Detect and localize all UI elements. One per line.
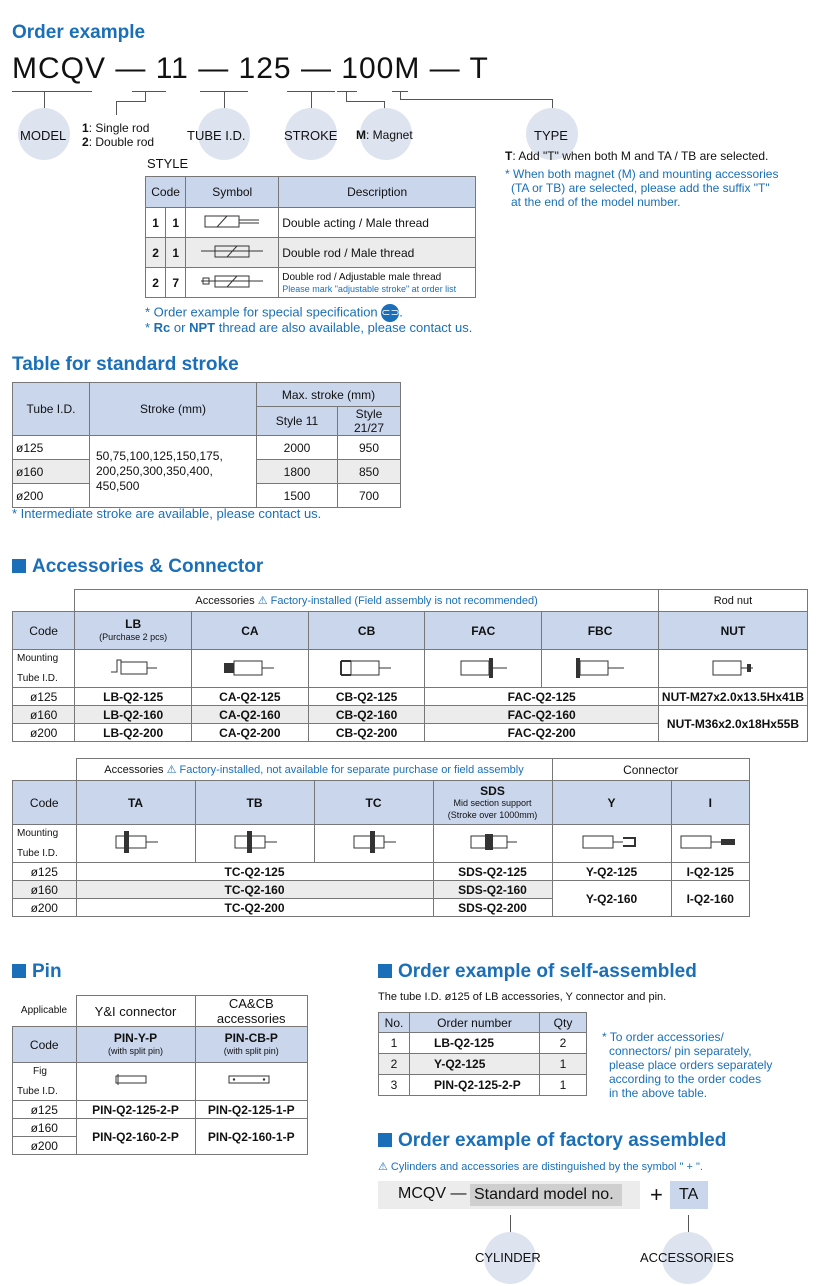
self-assembled-title: Order example of self-assembled (378, 961, 697, 983)
tb-mount-icon (195, 825, 314, 863)
code-dash: — (429, 52, 461, 85)
style-options: 1: Single rod 2: Double rod (82, 121, 155, 149)
sds-mount-icon (433, 825, 552, 863)
table-row: ø200 LB-Q2-200 CA-Q2-200 CB-Q2-200 FAC-Q2-200 (13, 724, 808, 742)
table-row: ø160 PIN-Q2-160-2-P PIN-Q2-160-1-P (13, 1119, 308, 1137)
fbc-mount-icon (542, 650, 659, 688)
code-dash: — (300, 52, 332, 85)
table-row: ø125 TC-Q2-125 SDS-Q2-125 Y-Q2-125 I-Q2-125 (13, 863, 750, 881)
code-dash: — (198, 52, 230, 85)
table-row: 1 1 Double acting / Male thread (146, 208, 476, 238)
table-row: 2 1 Double rod / Male thread (146, 238, 476, 268)
symbol-single-rod-icon (186, 208, 279, 238)
cb-mount-icon (308, 650, 425, 688)
accessories-title: Accessories & Connector (12, 556, 263, 578)
style-header-code: Code (146, 177, 186, 208)
symbol-adjustable-rod-icon (186, 268, 279, 298)
table-row: ø125 PIN-Q2-125-2-P PIN-Q2-125-1-P (13, 1101, 308, 1119)
type-note-2: * When both magnet (M) and mounting accessories (TA or TB) are selected, please add the suffix "T" at the end of the model number. (505, 167, 779, 209)
ta-label: TA (679, 1186, 699, 1203)
code-type: T (469, 52, 489, 85)
factory-model: MCQV — (398, 1185, 467, 1202)
table-row: ø125 50,75,100,125,150,175, 200,250,300,350,400, 450,500 2000 950 (13, 436, 401, 460)
stroke-table-title: Table for standard stroke (12, 354, 239, 375)
note-thread: * Rc or NPT thread are also available, please contact us. (145, 320, 473, 335)
model-code (12, 52, 489, 86)
code-stroke: 100M (341, 52, 421, 85)
section-square-icon (378, 1133, 392, 1147)
ca-mount-icon (192, 650, 309, 688)
type-note: T: Add "T" when both M and TA / TB are selected. (505, 149, 769, 163)
style-header-symbol: Symbol (186, 177, 279, 208)
pin-title: Pin (12, 961, 62, 983)
y-connector-icon (552, 825, 671, 863)
symbol-double-rod-icon (186, 238, 279, 268)
fac-mount-icon (425, 650, 542, 688)
self-assembled-desc: The tube I.D. ø125 of LB accessories, Y connector and pin. (378, 991, 667, 1003)
tc-mount-icon (314, 825, 433, 863)
section-square-icon (12, 559, 26, 573)
plus-symbol: + (650, 1182, 663, 1207)
lb-mount-icon (75, 650, 192, 688)
table-row: 1 LB-Q2-125 2 (379, 1033, 587, 1054)
stroke-table: Tube I.D. Stroke (mm) Max. stroke (mm) Style 11 Style 21/27 ø125 50,75,100,125,150,175, 200,250,300,350,400, 450,500 2000 950 ø160 1800 850 ø200 1500 700 (12, 382, 401, 508)
code-style: 11 (155, 52, 189, 85)
pin-y-icon (76, 1063, 195, 1101)
section-square-icon (378, 964, 392, 978)
pin-table: Applicable Y&I connector CA&CB accessories Code PIN-Y-P (with split pin) PIN-CB-P (with split pin) Fig Tube I.D. ø125 PIN-Q2-125-2-P PIN-Q2-125-1-P ø160 PIN-Q2-160-2-P PIN-Q2-160-1-P ø200 (12, 995, 308, 1155)
stroke-label: STROKE (284, 128, 338, 143)
table-row: ø160 LB-Q2-160 CA-Q2-160 CB-Q2-160 FAC-Q2-160 NUT-M36x2.0x18Hx55B (13, 706, 808, 724)
model-label: MODEL (20, 128, 67, 143)
table-row: ø200 (13, 1137, 308, 1155)
factory-assembled-note: ⚠ Cylinders and accessories are distinguished by the symbol " + ". (378, 1161, 703, 1173)
order-example-title: Order example (12, 22, 146, 43)
nut-mount-icon (658, 650, 807, 688)
accessories-table-2: Accessories ⚠ Factory-installed, not available for separate purchase or field assembly Connector Code TA TB TC SDS Mid section support (Stroke over 1000mm) Y I Mounting Tube I.D. ø125 TC-Q2-125 SDS-Q2-125 Y-Q2-125 I-Q2-125 ø160 TC-Q2-160 SDS-Q2-160 Y-Q2-160 I-Q2-160 ø200 TC-Q2-200 SDS-Q2-200 (12, 758, 750, 917)
code-model: MCQV (12, 52, 106, 85)
table-row: ø200 TC-Q2-200 SDS-Q2-200 (13, 899, 750, 917)
table-row: ø125 LB-Q2-125 CA-Q2-125 CB-Q2-125 FAC-Q2-125 NUT-M27x2.0x13.5Hx41B (13, 688, 808, 706)
table-row: 3 PIN-Q2-125-2-P 1 (379, 1075, 587, 1096)
accessories-label: ACCESSORIES (640, 1250, 734, 1265)
code-tube: 125 (238, 52, 292, 85)
stroke-note: * Intermediate stroke are available, please contact us. (12, 506, 322, 521)
type-label: TYPE (534, 128, 568, 143)
standard-model-label: Standard model no. (474, 1186, 614, 1203)
table-row: ø200 1500 700 (13, 484, 401, 508)
accessories-table-1: Accessories ⚠ Factory-installed (Field assembly is not recommended) Rod nut Code LB (Purchase 2 pcs) CA CB FAC FBC NUT Mounting Tube I.D. ø125 LB-Q2-125 CA-Q2-125 CB-Q2-125 FAC-Q2-125 NUT-M27x2.0x13.5Hx41B ø160 LB-Q2-160 CA-Q2-160 CB-Q2-160 FAC-Q2-160 NUT-M36x2.0x18Hx55B ø200 LB-Q2-200 CA-Q2-200 CB-Q2-200 FAC-Q2-200 (12, 589, 808, 742)
tube-label: TUBE I.D. (187, 128, 246, 143)
style-table (145, 176, 476, 298)
cylinder-label: CYLINDER (475, 1250, 541, 1265)
self-assembled-table: No. Order number Qty 1 LB-Q2-125 2 2 Y-Q2-125 1 3 PIN-Q2-125-2-P 1 (378, 1012, 587, 1096)
link-icon: ⊂⊃ (381, 304, 399, 322)
self-assembled-note: * To order accessories/ connectors/ pin separately, please place orders separately according to the order codes in the above table. (602, 1030, 773, 1100)
magnet-label: M: Magnet (356, 128, 413, 142)
ta-mount-icon (76, 825, 195, 863)
table-row: ø160 TC-Q2-160 SDS-Q2-160 Y-Q2-160 I-Q2-160 (13, 881, 750, 899)
note-special: * Order example for special specification ⊂⊃. (145, 304, 403, 322)
style-label: STYLE (147, 156, 189, 171)
table-row: 2 7 Double rod / Adjustable male thread Please mark "adjustable stroke" at order list (146, 268, 476, 298)
table-row: ø160 1800 850 (13, 460, 401, 484)
table-row: 2 Y-Q2-125 1 (379, 1054, 587, 1075)
style-header-desc: Description (279, 177, 476, 208)
i-connector-icon (671, 825, 750, 863)
section-square-icon (12, 964, 26, 978)
pin-cb-icon (195, 1063, 308, 1101)
factory-assembled-title: Order example of factory assembled (378, 1130, 726, 1152)
code-dash: — (115, 52, 147, 85)
